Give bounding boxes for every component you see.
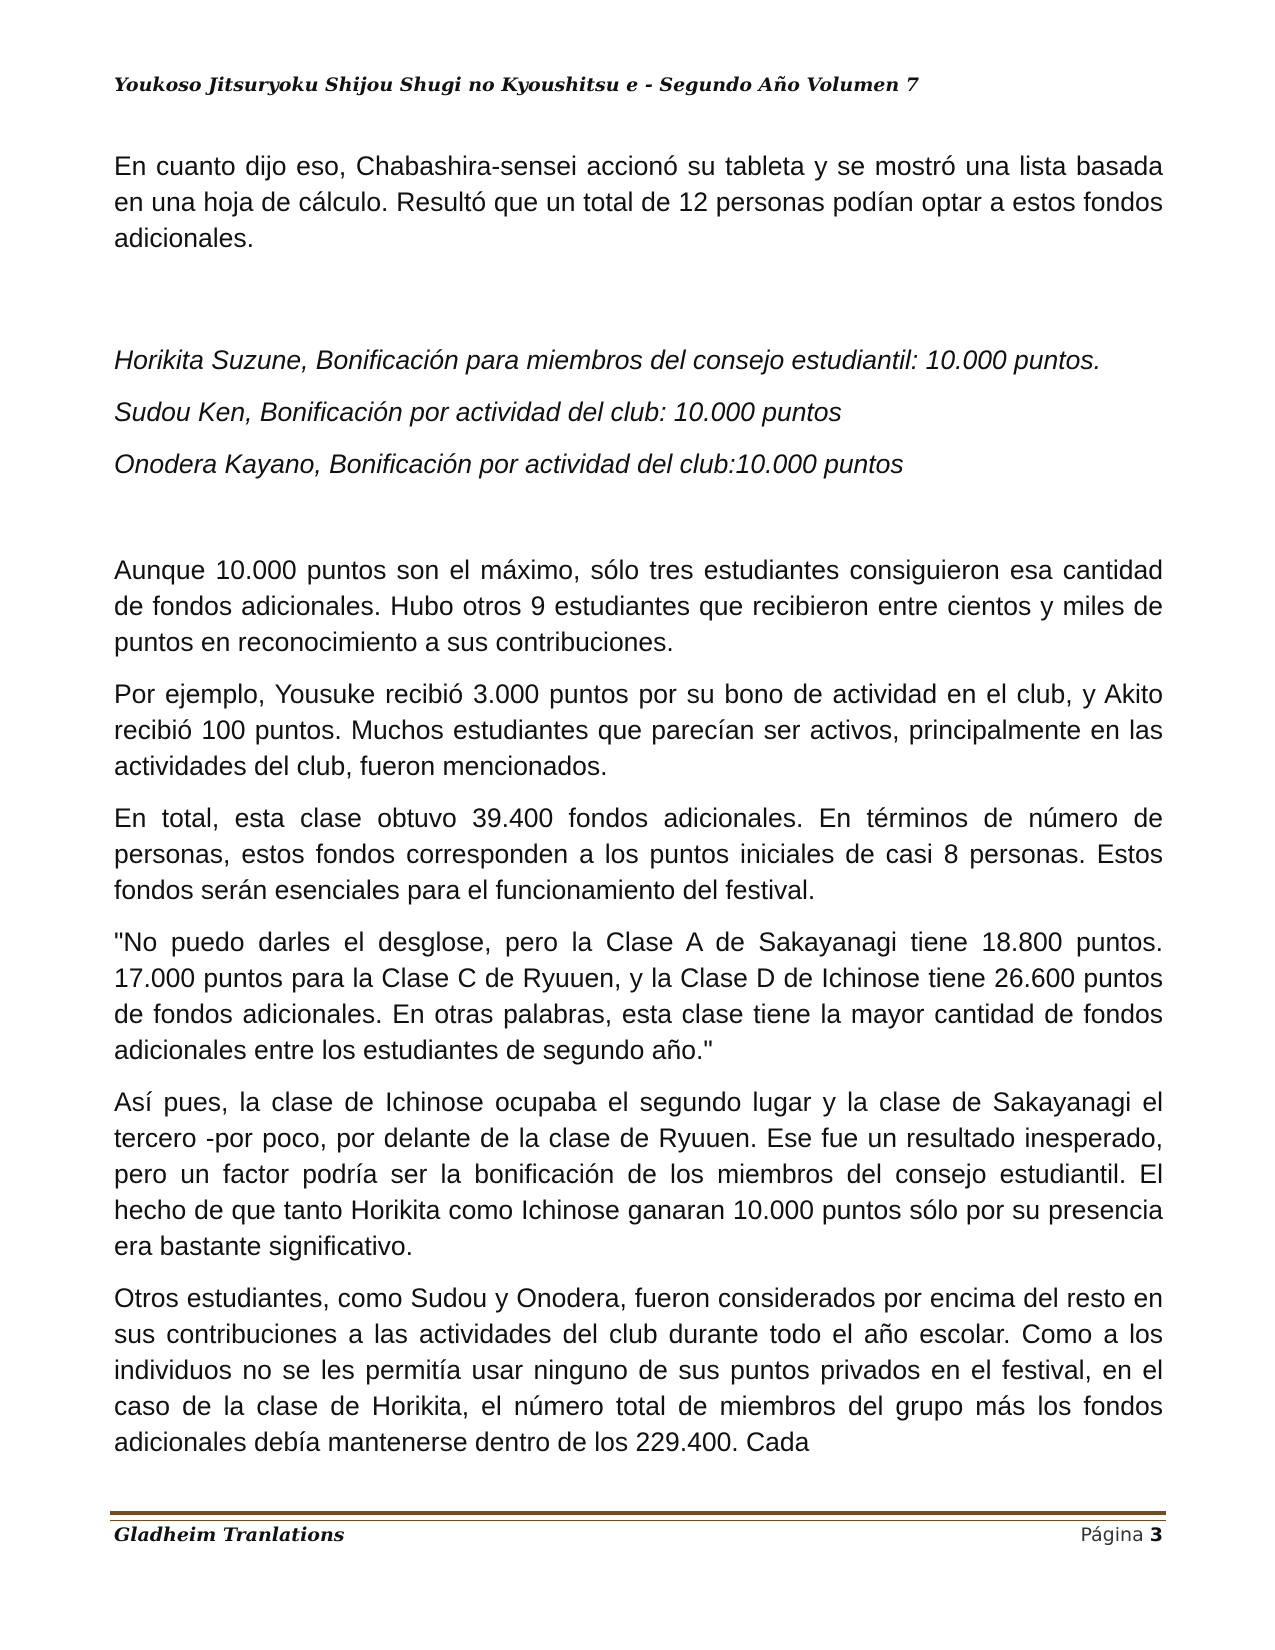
page-number-label: [1080, 1524, 1163, 1546]
paragraph: Así pues, la clase de Ichinose ocupaba el segundo lugar y la clase de Sakayanagi el tercero -por poco, por delante de la clase de Ryuuen. Ese fue un resultado inesperado, pero un factor podría ser la bonificación de los miembros del consejo estudiantil. El hecho de que tanto Horikita como Ichinose ganaran 10.000 puntos sólo por su presencia era bastante significativo.: [114, 1087, 1163, 1261]
page-number: 3: [1149, 1524, 1163, 1546]
paragraph: En total, esta clase obtuvo 39.400 fondos adicionales. En términos de número de personas, estos fondos corresponden a los puntos iniciales de casi 8 personas. Estos fondos serán esenciales para el funcionamiento del festival.: [114, 803, 1163, 905]
bonus-entry-onodera: Onodera Kayano, Bonificación por actividad del club:10.000 puntos: [114, 449, 904, 479]
footer-divider: [110, 1511, 1166, 1519]
bonus-entry-sudou: Sudou Ken, Bonificación por actividad del club: 10.000 puntos: [114, 397, 842, 427]
paragraph-intro: En cuanto dijo eso, Chabashira-sensei accionó su tableta y se mostró una lista basada en una hoja de cálculo. Resultó que un total de 12 personas podían optar a estos fondos adicionales.: [114, 151, 1163, 253]
paragraph: Por ejemplo, Yousuke recibió 3.000 puntos por su bono de actividad en el club, y Akito recibió 100 puntos. Muchos estudiantes que parecían ser activos, principalmente en las actividades del club, fueron mencionados.: [114, 679, 1163, 781]
footer-divider-thin: [110, 1520, 1166, 1521]
page-label: Página: [1080, 1524, 1144, 1546]
running-header: Youkoso Jitsuryoku Shijou Shugi no Kyoushitsu e - Segundo Año Volumen 7: [114, 74, 920, 96]
paragraph: Otros estudiantes, como Sudou y Onodera, fueron considerados por encima del resto en sus contribuciones a las actividades del club durante todo el año escolar. Como a los individuos no se les permitía usar ninguno de sus puntos privados en el festival, en el caso de la clase de Horikita, el número total de miembros del grupo más los fondos adicionales debía mantenerse dentro de los 229.400. Cada: [114, 1283, 1163, 1457]
paragraph-quote: "No puedo darles el desglose, pero la Clase A de Sakayanagi tiene 18.800 puntos. 17.000 puntos para la Clase C de Ryuuen, y la Clase D de Ichinose tiene 26.600 puntos de fondos adicionales. En otras palabras, esta clase tiene la mayor cantidad de fondos adicionales entre los estudiantes de segundo año.": [114, 927, 1163, 1065]
page-body: [114, 148, 1163, 1476]
bonus-entry-horikita: Horikita Suzune, Bonificación para miembros del consejo estudiantil: 10.000 puntos.: [114, 345, 1101, 375]
footer-credit: Gladheim Tranlations: [114, 1524, 345, 1546]
paragraph: Aunque 10.000 puntos son el máximo, sólo tres estudiantes consiguieron esa cantidad de fondos adicionales. Hubo otros 9 estudiantes que recibieron entre cientos y miles de puntos en reconocimiento a sus contribuciones.: [114, 555, 1163, 657]
